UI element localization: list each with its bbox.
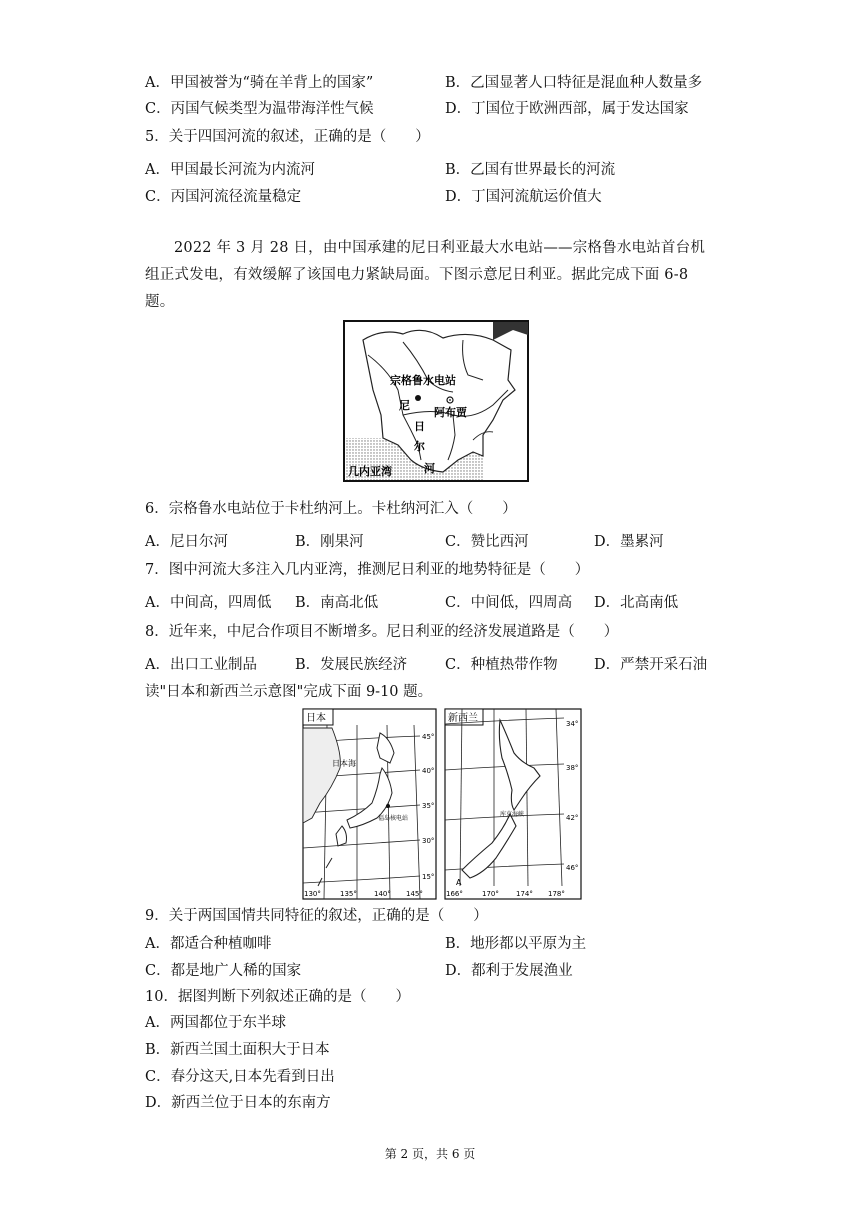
q10-option-b: B．新西兰国土面积大于日本 xyxy=(145,1042,330,1058)
q7-stem: 7．图中河流大多注入几内亚湾，推测尼日利亚的地势特征是（ ） xyxy=(145,562,590,578)
q5-option-d: D．丁国河流航运价值大 xyxy=(445,189,602,205)
river-char-2: 日 xyxy=(414,420,425,433)
nz-lat-42: 42° xyxy=(566,814,579,822)
passage-nigeria: 2022 年 3 月 28 日，由中国承建的尼日利亚最大水电站——宗格鲁水电站首台机组正式发电，有效缓解了该国电力紧缺局面。下图示意尼日利亚。据此完成下面 6-8 题。 xyxy=(145,240,706,310)
q10-option-d: D．新西兰位于日本的东南方 xyxy=(145,1095,331,1111)
gulf-label: 几内亚湾 xyxy=(348,465,392,478)
passage-japan-nz: 读"日本和新西兰示意图"完成下面 9-10 题。 xyxy=(145,684,433,700)
nz-lon-170: 170° xyxy=(482,890,499,898)
q4-option-d: D．丁国位于欧洲西部，属于发达国家 xyxy=(445,101,689,117)
river-char-4: 河 xyxy=(424,462,435,475)
q9-option-a: A．都适合种植咖啡 xyxy=(145,936,272,952)
q6-stem: 6．宗格鲁水电站位于卡杜纳河上。卡杜纳河汇入（ ） xyxy=(145,501,517,517)
q7-option-a: A．中间高，四周低 xyxy=(145,595,272,611)
japan-map xyxy=(302,708,437,900)
q6-option-d: D．墨累河 xyxy=(594,534,664,550)
river-char-1: 尼 xyxy=(399,399,410,412)
q4-option-a: A．甲国被誉为“骑在羊背上的国家” xyxy=(145,75,374,91)
q7-option-c: C．中间低，四周高 xyxy=(445,595,573,611)
q7-option-d: D．北高南低 xyxy=(594,595,679,611)
q5-option-b: B．乙国有世界最长的河流 xyxy=(445,162,616,178)
fukushima-label: 福岛核电站 xyxy=(378,815,409,822)
japan-lon-135: 135° xyxy=(340,890,357,898)
q8-option-c: C．种植热带作物 xyxy=(445,657,558,673)
q5-option-c: C．丙国河流径流量稳定 xyxy=(145,189,302,205)
q6-option-a: A．尼日尔河 xyxy=(145,534,228,550)
station-label: 宗格鲁水电站 xyxy=(390,374,456,387)
q5-stem: 5．关于四国河流的叙述，正确的是（ ） xyxy=(145,129,430,145)
nz-lon-166: 166° xyxy=(446,890,463,898)
nz-lat-46: 46° xyxy=(566,864,579,872)
page-footer: 第 2 页，共 6 页 xyxy=(384,1147,476,1161)
river-char-3: 尔 xyxy=(414,440,425,453)
japan-lon-140: 140° xyxy=(374,890,391,898)
japan-map-title: 日本 xyxy=(306,713,326,724)
q9-stem: 9．关于两国国情共同特征的叙述，正确的是（ ） xyxy=(145,908,488,924)
nz-lat-38: 38° xyxy=(566,764,579,772)
japan-lon-145: 145° xyxy=(406,890,423,898)
japan-lat-45: 45° xyxy=(422,733,435,741)
q9-option-b: B．地形都以平原为主 xyxy=(445,936,587,952)
nz-map xyxy=(444,708,582,900)
japan-lat-15: 15° xyxy=(422,873,435,881)
capital-label: 阿布贾 xyxy=(434,406,467,419)
q5-option-a: A．甲国最长河流为内流河 xyxy=(145,162,315,178)
q8-option-a: A．出口工业制品 xyxy=(145,657,257,673)
q6-option-b: B．刚果河 xyxy=(295,534,364,550)
nz-lon-174: 174° xyxy=(516,890,533,898)
japan-lat-40: 40° xyxy=(422,767,435,775)
q8-stem: 8．近年来，中尼合作项目不断增多。尼日利亚的经济发展道路是（ ） xyxy=(145,624,619,640)
q8-option-d: D．严禁开采石油 xyxy=(594,657,708,673)
q4-option-c: C．丙国气候类型为温带海洋性气候 xyxy=(145,101,374,117)
nz-lon-178: 178° xyxy=(548,890,565,898)
q9-option-c: C．都是地广人稀的国家 xyxy=(145,963,302,979)
q10-option-a: A．两国都位于东半球 xyxy=(145,1015,286,1031)
q9-option-d: D．都利于发展渔业 xyxy=(445,963,573,979)
nigeria-map xyxy=(343,320,529,482)
nz-point-a-label: A xyxy=(456,878,462,887)
japan-lon-130: 130° xyxy=(304,890,321,898)
nz-lat-34: 34° xyxy=(566,720,579,728)
nz-map-title: 新西兰 xyxy=(448,713,478,724)
japan-lat-30: 30° xyxy=(422,837,435,845)
q10-option-c: C．春分这天,日本先看到日出 xyxy=(145,1069,335,1085)
q4-option-b: B．乙国显著人口特征是混血种人数量多 xyxy=(445,75,703,91)
japan-lat-35: 35° xyxy=(422,802,435,810)
q6-option-c: C．赞比西河 xyxy=(445,534,529,550)
sea-of-japan-label: 日本海 xyxy=(332,759,356,768)
q8-option-b: B．发展民族经济 xyxy=(295,657,408,673)
q10-stem: 10．据图判断下列叙述正确的是（ ） xyxy=(145,989,410,1005)
cook-strait-label: 库克海峡 xyxy=(500,811,525,818)
q7-option-b: B．南高北低 xyxy=(295,595,379,611)
